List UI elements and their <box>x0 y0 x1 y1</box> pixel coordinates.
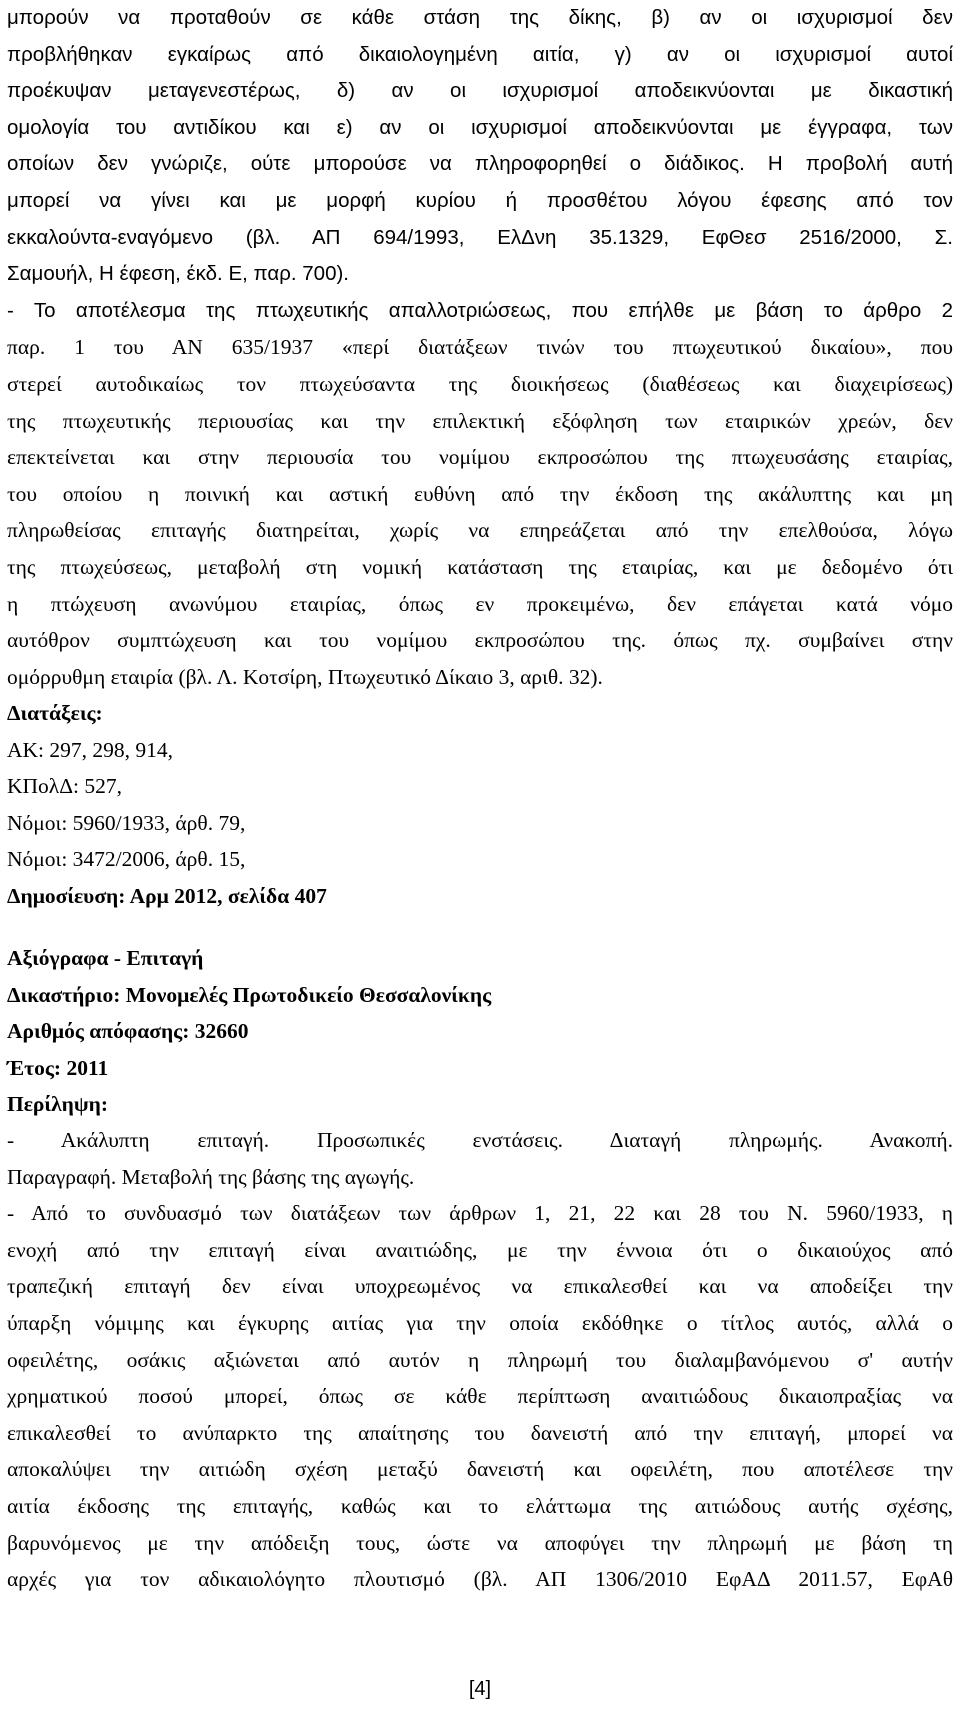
text-line: του οποίου η ποινική και αστική ευθύνη από την έκδοση της ακάλυπτης και μη <box>7 481 953 506</box>
text-line: αιτία έκδοσης της επιταγής, καθώς και το ελάττωμα της αιτιώδους αυτής σχέσης, <box>7 1493 953 1518</box>
text-line: Παραγραφή. Μεταβολή της βάσης της αγωγής. <box>7 1164 415 1189</box>
text-line: ομολογία του αντιδίκου και ε) αν οι ισχυρισμοί αποδεικνύονται με έγγραφα, των <box>7 115 953 139</box>
text-line: οποίων δεν γνώριζε, ούτε μπορούσε να πληροφορηθεί ο διάδικος. Η προβολή αυτή <box>7 152 953 176</box>
summary-paragraph <box>7 1122 953 1598</box>
provisions-section <box>7 695 953 915</box>
text-line: βαρυνόμενος με την απόδειξη τους, ώστε να αποφύγει την πληρωμή με βάση τη <box>7 1530 953 1555</box>
page-number: [4] <box>468 1678 492 1700</box>
provisions-heading: Διατάξεις: <box>7 701 103 725</box>
decision-header <box>7 940 953 1123</box>
text-line: επεκτείνεται και στην περιουσία του νομίμου εκπροσώπου της πτωχευσάσης εταιρίας, <box>7 445 953 470</box>
text-line: της πτωχευτικής περιουσίας και την επιλεκτική εξόφληση των εταιρικών χρεών, δεν <box>7 408 953 433</box>
text-line: - Ακάλυπτη επιταγή. Προσωπικές ενστάσεις. Διαταγή πληρωμής. Ανακοπή. <box>7 1128 953 1152</box>
provision-item: ΑΚ: 297, 298, 914, <box>7 737 174 762</box>
text-line: χρηματικού ποσού μπορεί, όπως σε κάθε περίπτωση αναιτιώδους δικαιοπραξίας να <box>7 1384 953 1409</box>
decision-number: Αριθμός απόφασης: 32660 <box>7 1019 249 1044</box>
text-line: προβλήθηκαν εγκαίρως από δικαιολογημένη αιτία, γ) αν οι ισχυρισμοί αυτοί <box>7 42 953 66</box>
text-line: αυτόθρον συμπτώχευση και του νομίμου εκπροσώπου της. όπως πχ. συμβαίνει στην <box>7 628 953 653</box>
text-line: τραπεζική επιταγή δεν είναι υποχρεωμένος να επικαλεσθεί και να αποδείξει την <box>7 1274 953 1299</box>
text-line: - Το αποτέλεσμα της πτωχευτικής απαλλοτριώσεως, που επήλθε με βάση το άρθρο 2 <box>7 298 953 322</box>
text-line: αρχές για τον αδικαιολόγητο πλουτισμό (βλ. ΑΠ 1306/2010 ΕφΑΔ 2011.57, ΕφΑθ <box>7 1567 953 1592</box>
provision-item: ΚΠολΔ: 527, <box>7 774 123 799</box>
text-line: ομόρρυθμη εταιρία (βλ. Λ. Κοτσίρη, Πτωχευτικό Δίκαιο 3, αριθ. 32). <box>7 664 603 689</box>
decision-title: Αξιόγραφα - Επιταγή <box>7 946 204 970</box>
decision-year: Έτος: 2011 <box>7 1055 109 1080</box>
publication-line: Δημοσίευση: Αρμ 2012, σελίδα 407 <box>7 883 327 908</box>
decision-court: Δικαστήριο: Μονομελές Πρωτοδικείο Θεσσαλονίκης <box>7 982 492 1007</box>
text-line: προέκυψαν μεταγενεστέρως, δ) αν οι ισχυρισμοί αποδεικνύονται με δικαστική <box>7 79 953 103</box>
text-line: πληρωθείσας επιταγής διατηρείται, χωρίς να επηρεάζεται από την επελθούσα, λόγω <box>7 518 953 543</box>
text-line: Σαμουήλ, Η έφεση, έκδ. Ε, παρ. 700). <box>7 262 349 286</box>
text-line: ύπαρξη νόμιμης και έγκυρης αιτίας για την οποία εκδόθηκε ο τίτλος αυτός, αλλά ο <box>7 1310 953 1335</box>
text-line: παρ. 1 του ΑΝ 635/1937 «περί διατάξεων τινών του πτωχευτικού δικαίου», που <box>7 335 953 360</box>
text-line: επικαλεσθεί το ανύπαρκτο της απαίτησης του δανειστή από την επιταγή, μπορεί να <box>7 1420 953 1445</box>
text-line: μπορούν να προταθούν σε κάθε στάση της δίκης, β) αν οι ισχυρισμοί δεν <box>7 6 953 29</box>
text-line: μπορεί να γίνει και με μορφή κυρίου ή προσθέτου λόγου έφεσης από τον <box>7 188 953 212</box>
text-line: οφειλέτης, οσάκις αξιώνεται από αυτόν η πληρωμή του διαλαμβανόμενου σ' αυτήν <box>7 1347 953 1372</box>
text-line: της πτωχεύσεως, μεταβολή στη νομική κατάσταση της εταιρίας, και με δεδομένο ότι <box>7 554 953 579</box>
text-line: - Από το συνδυασμό των διατάξεων των άρθρων 1, 21, 22 και 28 του Ν. 5960/1933, η <box>7 1201 953 1226</box>
text-line: αποκαλύψει την αιτιώδη σχέση μεταξύ δανειστή και οφειλέτη, που αποτέλεσε την <box>7 1457 953 1482</box>
text-line: εκκαλούντα-εναγόμενο (βλ. ΑΠ 694/1993, ΕλΔνη 35.1329, ΕφΘεσ 2516/2000, Σ. <box>7 225 953 249</box>
text-line: ενοχή από την επιταγή είναι αναιτιώδης, με την έννοια ότι ο δικαιούχος από <box>7 1237 953 1262</box>
summary-heading: Περίληψη: <box>7 1092 109 1117</box>
provision-item: Νόμοι: 5960/1933, άρθ. 79, <box>7 810 246 835</box>
provision-item: Νόμοι: 3472/2006, άρθ. 15, <box>7 847 246 872</box>
top-paragraph <box>7 0 953 695</box>
text-line: η πτώχευση ανωνύμου εταιρίας, όπως εν προκειμένω, δεν επάγεται κατά νόμο <box>7 591 953 616</box>
text-line: στερεί αυτοδικαίως τον πτωχεύσαντα της διοικήσεως (διαθέσεως και διαχειρίσεως) <box>7 371 953 396</box>
